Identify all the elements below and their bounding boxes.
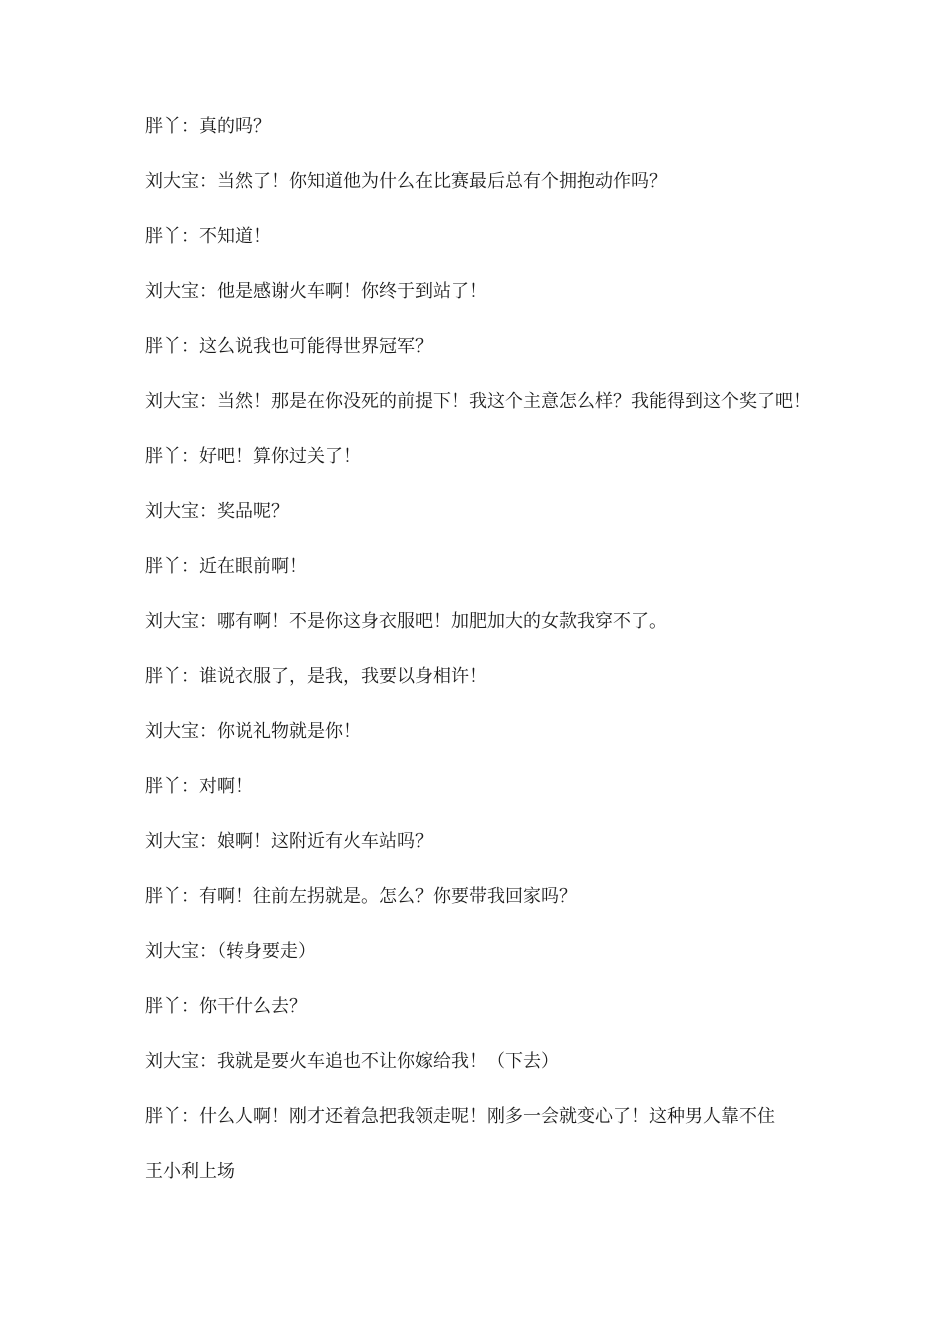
- dialogue-line: 刘大宝：我就是要火车追也不让你嫁给我！（下去）: [145, 1051, 559, 1072]
- dialogue-line: 刘大宝：他是感谢火车啊！你终于到站了！: [145, 281, 487, 302]
- dialogue-line: 胖丫：对啊！: [145, 776, 253, 797]
- dialogue-line: 胖丫：不知道！: [145, 226, 271, 247]
- dialogue-line: 刘大宝：娘啊！这附近有火车站吗？: [145, 831, 433, 852]
- dialogue-line: 刘大宝：哪有啊！不是你这身衣服吧！加肥加大的女款我穿不了。: [145, 611, 667, 632]
- dialogue-line: 胖丫：有啊！往前左拐就是。怎么？你要带我回家吗？: [145, 886, 577, 907]
- script-body: [145, 113, 820, 1213]
- dialogue-line: 刘大宝：（转身要走）: [145, 941, 316, 962]
- dialogue-line: 刘大宝：奖品呢？: [145, 501, 289, 522]
- dialogue-line: 胖丫：这么说我也可能得世界冠军？: [145, 336, 433, 357]
- dialogue-line: 刘大宝：当然了！你知道他为什么在比赛最后总有个拥抱动作吗？: [145, 171, 667, 192]
- stage-direction: 王小利上场: [145, 1161, 235, 1182]
- dialogue-line: 胖丫：近在眼前啊！: [145, 556, 307, 577]
- dialogue-line: 胖丫：好吧！算你过关了！: [145, 446, 361, 467]
- dialogue-line: 胖丫：谁说衣服了，是我，我要以身相许！: [145, 666, 487, 687]
- dialogue-line: 胖丫：真的吗？: [145, 116, 271, 137]
- dialogue-line: 胖丫：你干什么去？: [145, 996, 307, 1017]
- dialogue-line: 胖丫：什么人啊！刚才还着急把我领走呢！刚多一会就变心了！这种男人靠不住: [145, 1106, 775, 1127]
- dialogue-line: 刘大宝：你说礼物就是你！: [145, 721, 361, 742]
- dialogue-line: 刘大宝：当然！那是在你没死的前提下！我这个主意怎么样？我能得到这个奖了吧！: [145, 391, 811, 412]
